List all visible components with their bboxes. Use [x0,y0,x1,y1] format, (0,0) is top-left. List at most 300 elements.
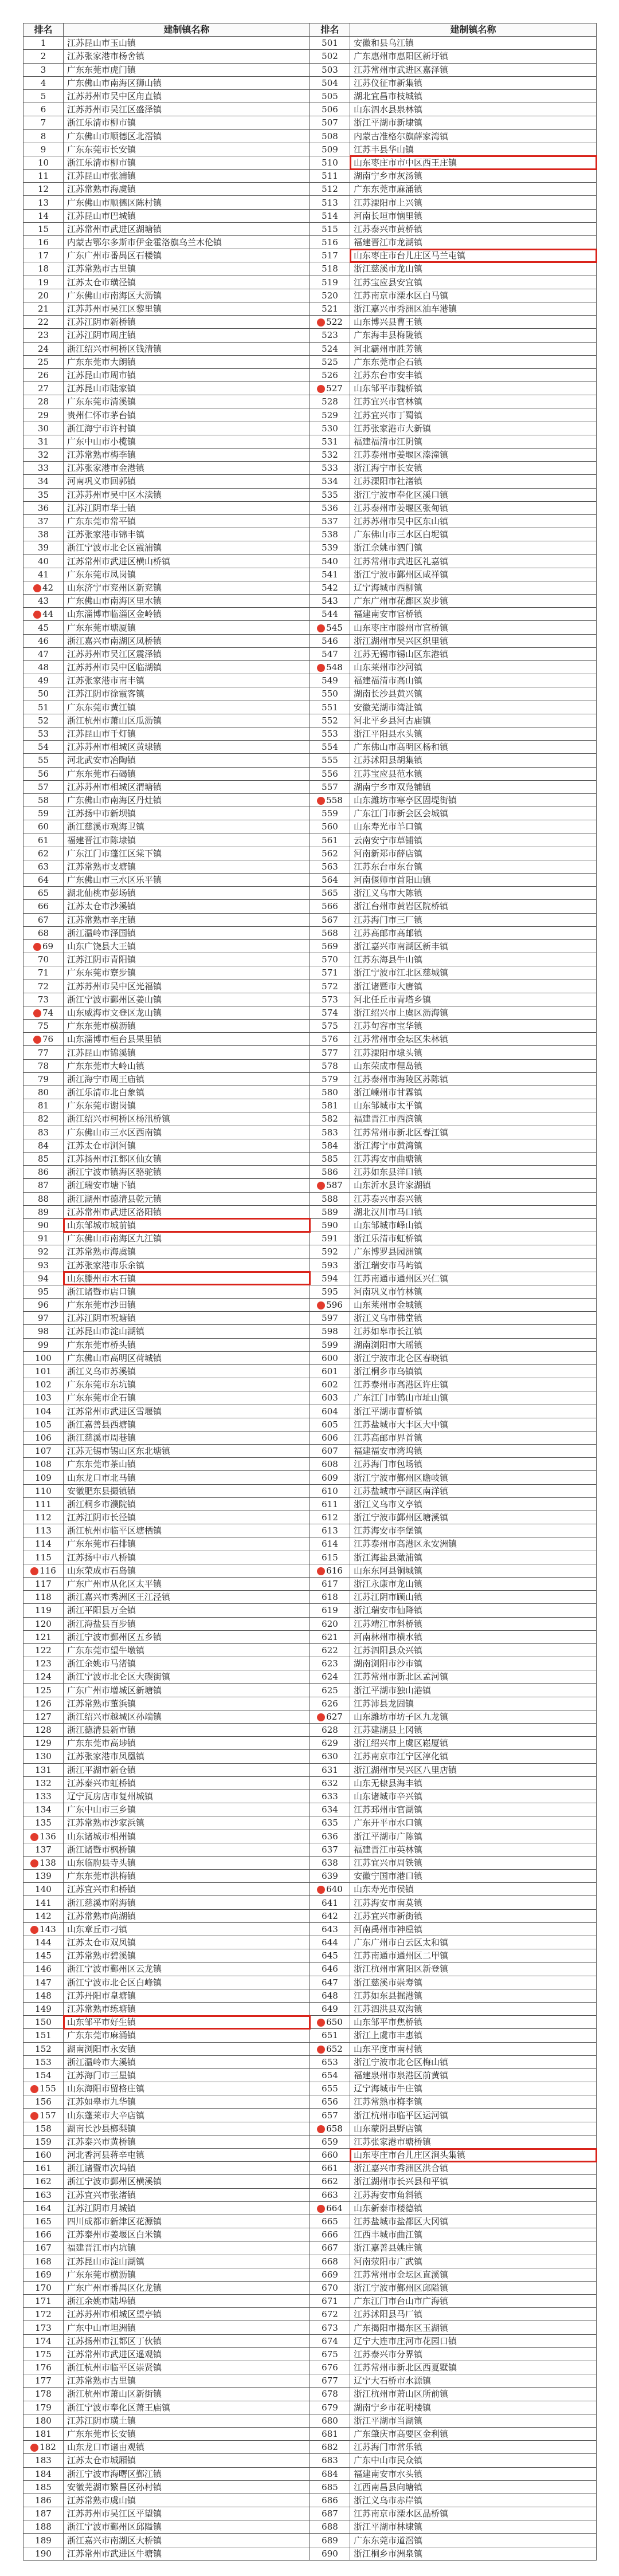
town-name: 江苏宝应县安宜镇 [354,277,423,288]
town-name: 江苏昆山市张浦镇 [67,171,136,182]
town-name: 江苏溧阳市埭头镇 [354,1047,423,1058]
rank-value: 647 [322,1977,338,1988]
rank-cell-2 [310,1776,350,1790]
rank-value: 688 [322,2522,338,2532]
town-name-cell [64,514,310,528]
table-row [23,129,597,143]
rank-value: 35 [37,489,49,500]
town-name-cell [64,1285,310,1298]
rank-cell-2 [310,1790,350,1803]
table-row [23,2201,597,2215]
rank-cell [23,76,64,89]
town-name-cell [64,2467,310,2480]
rank-value: 592 [322,1246,338,1257]
table-row [23,1232,597,1245]
rank-value: 614 [322,1539,338,1549]
town-name-cell-2 [350,714,597,727]
table-row [23,741,597,754]
rank-value: 119 [35,1605,52,1616]
rank-cell-2 [310,1059,350,1072]
town-name-cell [64,1139,310,1152]
rank-value: 567 [322,914,338,925]
rank-value: 573 [322,994,338,1005]
town-name: 江苏扬中市八桥镇 [67,1552,136,1563]
rank-value: 130 [35,1751,52,1762]
town-name: 浙江杭州市临平区崇贤镇 [67,2362,162,2373]
rank-value: 637 [322,1844,338,1855]
rank-cell [23,1391,64,1405]
rank-cell [23,2480,64,2494]
town-name-cell-2 [350,2334,597,2347]
rank-cell-2 [310,2374,350,2388]
rank-value: 139 [35,1871,52,1882]
table-row [23,2068,597,2082]
town-name-cell-2 [350,2401,597,2414]
town-name-cell [64,1909,310,1922]
town-name-cell-2 [350,847,597,860]
rank-value: 621 [322,1631,338,1642]
rank-cell [23,103,64,116]
town-name: 河南新郑市薛店镇 [354,848,423,859]
town-name: 山东邹平市好生镇 [67,2017,136,2028]
table-row [23,2215,597,2228]
rank-value: 667 [322,2243,338,2253]
town-name: 浙江嘉兴市秀洲区王江泾镇 [67,1592,171,1603]
rank-cell [23,2361,64,2374]
town-name-cell-2 [350,1856,597,1869]
town-name: 山东枣庄市滕州市官桥镇 [354,622,449,633]
town-name: 江苏海门市三厂镇 [354,914,423,925]
town-name-cell-2 [350,1511,597,1524]
rank-value: 161 [35,2163,52,2174]
table-row [23,2401,597,2414]
town-name: 江苏如东县洋口镇 [354,1167,423,1178]
town-name-cell [64,2228,310,2241]
town-name-cell [64,554,310,568]
town-name-cell [64,1790,310,1803]
rank-value: 628 [322,1725,338,1736]
town-name: 广东揭阳市揭东区玉湖镇 [354,2322,449,2333]
rank-value: 48 [37,662,49,673]
rank-value: 632 [322,1777,338,1788]
town-name: 山东潍坊市坊子区九龙镇 [354,1711,449,1722]
town-name: 广东东莞市大朗镇 [67,356,136,367]
rank-value: 516 [322,237,338,248]
rank-cell [23,714,64,727]
rank-cell [23,209,64,222]
town-name: 江苏盐城市大丰区大中镇 [354,1419,449,1430]
town-name-cell-2 [350,2441,597,2454]
town-name-cell [64,1657,310,1670]
rank-value: 553 [322,729,338,740]
rank-value: 662 [322,2176,338,2187]
rank-cell-2 [310,1033,350,1046]
rank-cell [23,449,64,462]
rank-cell-2 [310,1431,350,1444]
town-name-cell-2 [350,1657,597,1670]
town-name: 江苏泰州市高港区永安洲镇 [354,1539,457,1549]
rank-cell [23,183,64,196]
town-name: 辽宁大连市庄河市花园口镇 [354,2335,457,2346]
town-name-cell [64,2029,310,2042]
rank-cell-2 [310,276,350,289]
rank-value: 65 [37,888,49,899]
rank-value: 602 [322,1379,338,1390]
town-name: 江苏常州市武进区湖塘镇 [67,223,162,234]
rank-value: 606 [322,1432,338,1443]
table-row [23,608,597,621]
rank-value: 34 [37,476,49,487]
town-name: 山东荣成市俚岛镇 [354,1060,423,1071]
town-name-cell [64,1205,310,1218]
town-name-cell [64,2547,310,2560]
town-name: 安徽芜湖市繁昌区孙村镇 [67,2481,162,2492]
rank-cell-2 [310,2427,350,2440]
rank-value: 519 [322,277,338,288]
rank-value: 671 [322,2296,338,2307]
town-name: 浙江慈溪市周巷镇 [67,1432,136,1443]
rank-cell-2 [310,50,350,63]
town-name-cell-2 [350,887,597,900]
town-name-cell [64,2308,310,2321]
town-name-cell-2 [350,1883,597,1896]
town-name-cell-2 [350,2029,597,2042]
rank-value: 132 [35,1777,52,1788]
rank-cell-2 [310,1883,350,1896]
header-name-2: 建制镇名称 [350,23,597,37]
town-name: 山东淄博市桓台县果里镇 [67,1034,162,1045]
town-name-cell-2 [350,501,597,514]
rank-cell [23,1670,64,1684]
town-name: 浙江平湖市曹桥镇 [354,1406,423,1417]
rank-cell-2 [310,554,350,568]
table-row [23,249,597,262]
rank-cell-2 [310,1020,350,1033]
rank-cell-2 [310,1737,350,1750]
rank-value: 64 [37,875,49,886]
town-name: 江苏苏州市吴江区平望镇 [67,2508,162,2519]
town-name: 广东开平市水口镇 [354,1818,423,1828]
town-name: 广东江门市蓬江区棠下镇 [67,848,162,859]
rank-value: 601 [322,1366,338,1377]
town-name: 山东淄博市临淄区金岭镇 [67,609,162,620]
town-name: 广东东莞市洪梅镇 [67,1871,136,1882]
town-name: 江苏宜兴市张渚镇 [67,2189,136,2200]
town-name: 广东佛山市高明区荷城镇 [67,1352,162,1363]
town-name: 江苏常州市新北区孟河镇 [354,1672,449,1682]
table-row [23,1883,597,1896]
town-name: 浙江宁波市鄞州区邱隘镇 [354,2282,449,2293]
rank-cell-2 [310,1643,350,1657]
rank-cell-2 [310,63,350,76]
town-name: 湖北汉川市马口镇 [354,1206,423,1217]
town-name-cell [64,1750,310,1763]
town-name: 浙江杭州市临平区塘栖镇 [67,1525,162,1536]
rank-cell [23,2095,64,2109]
rank-value: 22 [37,317,49,328]
town-name-cell [64,833,310,847]
rank-value: 507 [322,117,338,128]
rank-value: 599 [322,1339,338,1350]
table-row [23,900,597,913]
rank-value: 618 [322,1592,338,1603]
rank-value: 160 [35,2150,52,2161]
town-name: 浙江慈溪市崇寿镇 [354,1977,423,1988]
town-name-cell-2 [350,2002,597,2015]
rank-cell-2 [310,1577,350,1590]
rank-cell-2 [310,634,350,647]
rank-cell-2 [310,1364,350,1378]
town-name: 广东东莞市望牛墩镇 [67,1645,145,1655]
rank-cell [23,661,64,674]
town-name: 浙江宁波市鄞州区咸祥镇 [354,569,449,580]
table-row [23,687,597,701]
town-name: 浙江慈溪市龙山镇 [354,264,423,274]
rank-value: 10 [37,157,49,168]
town-name: 安徽肥东县撮镇镇 [67,1485,136,1496]
rank-cell [23,1537,64,1551]
circle-mark-icon [33,584,41,592]
rank-cell-2 [310,1006,350,1019]
rank-cell-2 [310,2520,350,2534]
town-name-cell [64,2520,310,2534]
town-name-cell [64,767,310,780]
rank-cell [23,1684,64,1697]
town-name: 广东广州市从化区太平镇 [67,1579,162,1590]
town-name-cell-2 [350,1922,597,1936]
town-name-cell-2 [350,2361,597,2374]
rank-cell [23,1179,64,1192]
rank-cell-2 [310,2534,350,2547]
rank-value: 4 [40,77,46,88]
rank-value: 6 [40,104,46,115]
rank-cell [23,89,64,103]
circle-mark-icon [30,2085,38,2093]
town-name-cell [64,1737,310,1750]
rank-value: 112 [35,1512,52,1523]
rank-cell-2 [310,647,350,660]
town-name: 广东海丰县梅陇镇 [354,330,423,341]
rank-value: 630 [322,1751,338,1762]
town-name-cell-2 [350,1218,597,1232]
town-name-cell-2 [350,833,597,847]
town-name-cell-2 [350,408,597,422]
rank-cell [23,1072,64,1086]
rank-cell [23,501,64,514]
rank-value: 179 [35,2402,52,2413]
rank-value: 148 [35,1990,52,2001]
table-row [23,1072,597,1086]
town-name: 四川成都市新津区花源镇 [67,2216,162,2227]
table-row [23,1458,597,1471]
table-row [23,50,597,63]
town-name: 福建南安市水头镇 [354,2468,423,2479]
rank-cell-2 [310,514,350,528]
town-name-cell-2 [350,581,597,594]
table-row [23,2454,597,2467]
rank-value: 625 [322,1685,338,1696]
rank-cell-2 [310,807,350,820]
rank-value: 627 [326,1711,343,1722]
table-row [23,1564,597,1577]
town-name-cell-2 [350,780,597,793]
rank-value: 28 [37,396,49,407]
town-name: 江苏溧阳市社渚镇 [354,476,423,487]
rank-value: 600 [322,1352,338,1363]
rank-cell-2 [310,408,350,422]
town-name: 浙江宁波市鄞州区邱隘镇 [67,2522,162,2532]
town-name-cell-2 [350,1033,597,1046]
town-name: 江苏海安市李堡镇 [354,1525,423,1536]
table-row [23,1431,597,1444]
rank-cell [23,2201,64,2215]
town-name: 浙江海宁市周王庙镇 [67,1073,145,1084]
town-name-cell-2 [350,1564,597,1577]
rank-value: 670 [322,2282,338,2293]
town-name: 江苏苏州市吴中区甪直镇 [67,91,162,102]
table-row [23,1179,597,1192]
rank-cell-2 [310,1046,350,1059]
town-name-cell [64,1418,310,1431]
town-name-cell-2 [350,528,597,541]
town-name-cell-2 [350,2122,597,2135]
town-name-cell-2 [350,2547,597,2560]
rank-value: 590 [322,1220,338,1230]
rank-value: 645 [322,1950,338,1961]
town-name: 江苏海门市包场镇 [354,1459,423,1470]
rank-value: 53 [37,729,49,740]
town-name-cell-2 [350,1551,597,1564]
town-name-cell-2 [350,1870,597,1883]
rank-value: 580 [322,1087,338,1098]
town-name-cell-2 [350,1776,597,1790]
town-name-cell [64,2507,310,2520]
rank-cell-2 [310,170,350,183]
town-name: 湖南浏阳市永安镇 [67,2043,136,2054]
town-name: 江苏无锡市锡山区东港镇 [354,648,449,659]
rank-cell [23,2162,64,2175]
town-name: 广东东莞市企石镇 [67,1393,136,1403]
town-name: 广东佛山市南海区里水镇 [67,596,162,607]
rank-value: 165 [35,2216,52,2227]
town-name: 江苏苏州市吴中区东山镇 [354,516,449,527]
table-row [23,1418,597,1431]
town-name-cell [64,1471,310,1484]
rank-cell [23,1643,64,1657]
table-row [23,329,597,342]
town-name-cell [64,1445,310,1458]
rank-value: 149 [35,2004,52,2015]
header-name: 建制镇名称 [64,23,310,37]
table-row [23,1258,597,1272]
rank-value: 502 [322,51,338,62]
table-row [23,595,597,608]
town-name: 江苏太仓市浏河镇 [67,1140,136,1151]
town-name-cell [64,608,310,621]
town-name-cell-2 [350,382,597,395]
rank-value: 129 [35,1738,52,1749]
rank-value: 660 [322,2150,338,2161]
town-name-cell-2 [350,475,597,488]
rank-cell [23,2268,64,2281]
town-name: 浙江宁波市海曙区鄞江镇 [67,2468,162,2479]
town-name-cell [64,1020,310,1033]
town-name: 广东广州市番禺区化龙镇 [67,2282,162,2293]
rank-value: 648 [322,1990,338,2001]
circle-mark-icon [317,1886,325,1894]
rank-cell [23,236,64,249]
rank-cell [23,2401,64,2414]
rank-value: 515 [322,223,338,234]
rank-value: 189 [35,2535,52,2546]
rank-cell [23,993,64,1006]
rank-value: 21 [37,304,49,314]
rank-value: 565 [322,888,338,899]
rank-cell-2 [310,926,350,939]
town-name-cell [64,568,310,581]
table-row [23,1205,597,1218]
circle-mark-icon [33,611,41,619]
town-name: 广东江门市新会区会城镇 [354,808,449,819]
circle-mark-icon [317,1182,325,1190]
town-name: 江苏沭阳县胡集镇 [354,755,423,766]
table-row [23,2149,597,2162]
rank-cell-2 [310,2122,350,2135]
rank-value: 166 [35,2229,52,2240]
town-name: 江苏邳州市官湖镇 [354,1804,423,1815]
rank-cell-2 [310,236,350,249]
town-name: 江苏常熟市梅李镇 [354,2097,423,2107]
town-name: 江苏常熟市梅李镇 [67,450,136,461]
town-name-cell [64,302,310,315]
rank-cell-2 [310,1218,350,1232]
rank-value: 110 [35,1485,52,1496]
town-name-cell [64,316,310,329]
rank-value: 663 [322,2189,338,2200]
town-name: 浙江嘉善县西塘镇 [67,1419,136,1430]
town-name: 福建福清市江阴镇 [354,436,423,447]
town-name-cell [64,2149,310,2162]
town-name-cell-2 [350,488,597,501]
rank-cell [23,2427,64,2440]
town-name-cell [64,661,310,674]
rank-value: 552 [322,715,338,726]
rank-value: 564 [322,875,338,886]
town-name: 江苏常州市武进区横山桥镇 [67,556,171,567]
table-row [23,1511,597,1524]
rank-cell [23,1604,64,1617]
rank-cell-2 [310,1763,350,1776]
rank-value: 147 [35,1977,52,1988]
rank-value: 91 [37,1233,49,1244]
rank-value: 68 [37,927,49,938]
table-body [23,37,597,2561]
rank-cell [23,1205,64,1218]
town-name: 江苏宝应县范水镇 [354,768,423,779]
circle-mark-icon [317,1713,325,1721]
rank-cell-2 [310,1936,350,1949]
rank-cell [23,568,64,581]
rank-value: 188 [35,2522,52,2532]
rank-cell [23,316,64,329]
town-name: 浙江宁波市北仑区霞浦镇 [67,542,162,553]
rank-value: 62 [37,848,49,859]
rank-value: 638 [322,1857,338,1868]
rank-value: 643 [322,1924,338,1934]
rank-cell-2 [310,2347,350,2361]
town-name-cell-2 [350,807,597,820]
rank-cell [23,953,64,966]
